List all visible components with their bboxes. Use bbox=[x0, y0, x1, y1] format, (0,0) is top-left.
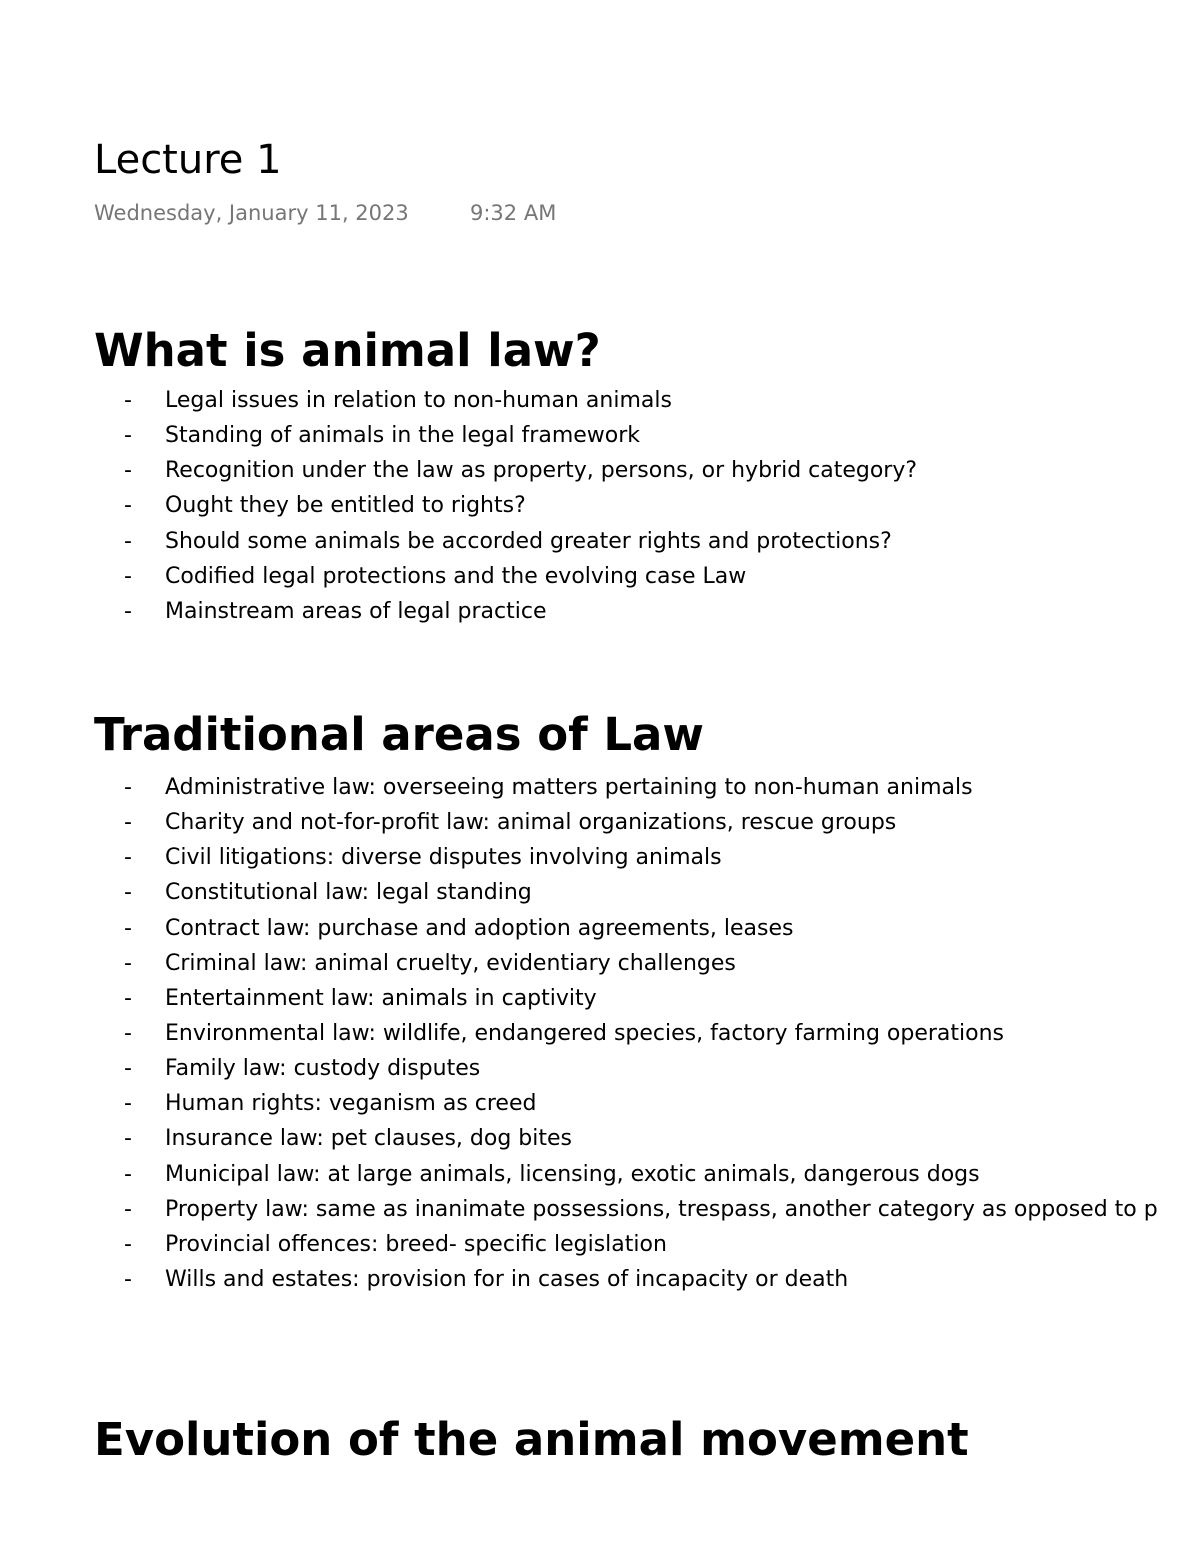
dash-bullet: - bbox=[124, 1196, 132, 1222]
list-item-text: Standing of animals in the legal framework bbox=[165, 423, 641, 449]
dash-bullet: - bbox=[124, 985, 132, 1011]
dash-bullet: - bbox=[124, 950, 132, 976]
dash-bullet: - bbox=[124, 775, 132, 800]
page-title: Lecture 1 bbox=[94, 137, 282, 183]
list-item-text: Recognition under the law as property, persons, or hybrid category? bbox=[165, 458, 918, 484]
dash-bullet: - bbox=[124, 388, 132, 413]
dash-bullet: - bbox=[124, 1266, 132, 1292]
section-heading-traditional-areas-of-law: Traditional areas of Law bbox=[94, 708, 704, 761]
dash-bullet: - bbox=[124, 845, 132, 871]
dash-bullet: - bbox=[124, 1161, 132, 1187]
list-item-text: Human rights: veganism as creed bbox=[165, 1091, 537, 1117]
list-item-text: Constitutional law: legal standing bbox=[165, 880, 532, 906]
dash-bullet: - bbox=[124, 423, 132, 449]
list-item-text: Codified legal protections and the evolving case Law bbox=[165, 563, 747, 589]
list-item-text: Environmental law: wildlife, endangered species, factory farming operations bbox=[165, 1020, 1004, 1046]
list-item-text: Contract law: purchase and adoption agreements, leases bbox=[165, 915, 794, 941]
section-heading-evolution-of-the-animal-movement: Evolution of the animal movement bbox=[94, 1413, 969, 1466]
dash-bullet: - bbox=[124, 1231, 132, 1257]
list-item-text: Family law: custody disputes bbox=[165, 1056, 481, 1082]
dash-bullet: - bbox=[124, 880, 132, 906]
page-metadata bbox=[94, 198, 557, 228]
dash-bullet: - bbox=[124, 563, 132, 589]
list-item-text: Provincial offences: breed- specific legislation bbox=[165, 1231, 667, 1257]
dash-bullet: - bbox=[124, 1126, 132, 1152]
dash-bullet: - bbox=[124, 1020, 132, 1046]
list-item-text: Wills and estates: provision for in cases of incapacity or death bbox=[165, 1266, 849, 1292]
list-item-text: Administrative law: overseeing matters pertaining to non-human animals bbox=[165, 775, 973, 800]
dash-bullet: - bbox=[124, 598, 132, 624]
dash-bullet: - bbox=[124, 458, 132, 484]
list-item-text: Property law: same as inanimate possessions, trespass, another category as opposed to p bbox=[165, 1196, 1158, 1222]
dash-bullet: - bbox=[124, 1091, 132, 1117]
list-item-text: Civil litigations: diverse disputes involving animals bbox=[165, 845, 722, 871]
page-bottom-clip bbox=[0, 1405, 1200, 1466]
list-item-text: Mainstream areas of legal practice bbox=[165, 598, 547, 624]
dash-bullet: - bbox=[124, 915, 132, 941]
dash-bullet: - bbox=[124, 493, 132, 519]
dash-bullet: - bbox=[124, 810, 132, 836]
list-item-text: Insurance law: pet clauses, dog bites bbox=[165, 1126, 572, 1152]
list-item-text: Entertainment law: animals in captivity bbox=[165, 985, 597, 1011]
list-item-text: Should some animals be accorded greater rights and protections? bbox=[165, 528, 892, 554]
page-time: 9:32 AM bbox=[470, 201, 557, 225]
list-item-text: Charity and not-for-profit law: animal organizations, rescue groups bbox=[165, 810, 897, 836]
list-item-text: Criminal law: animal cruelty, evidentiary challenges bbox=[165, 950, 736, 976]
dash-bullet: - bbox=[124, 1056, 132, 1082]
list-item-text: Legal issues in relation to non-human animals bbox=[165, 388, 672, 413]
page-date: Wednesday, January 11, 2023 bbox=[94, 201, 409, 225]
list-item-text: Municipal law: at large animals, licensing, exotic animals, dangerous dogs bbox=[165, 1161, 980, 1187]
list-item-text: Ought they be entitled to rights? bbox=[165, 493, 526, 519]
section-heading-what-is-animal-law: What is animal law? bbox=[94, 324, 601, 377]
dash-bullet: - bbox=[124, 528, 132, 554]
